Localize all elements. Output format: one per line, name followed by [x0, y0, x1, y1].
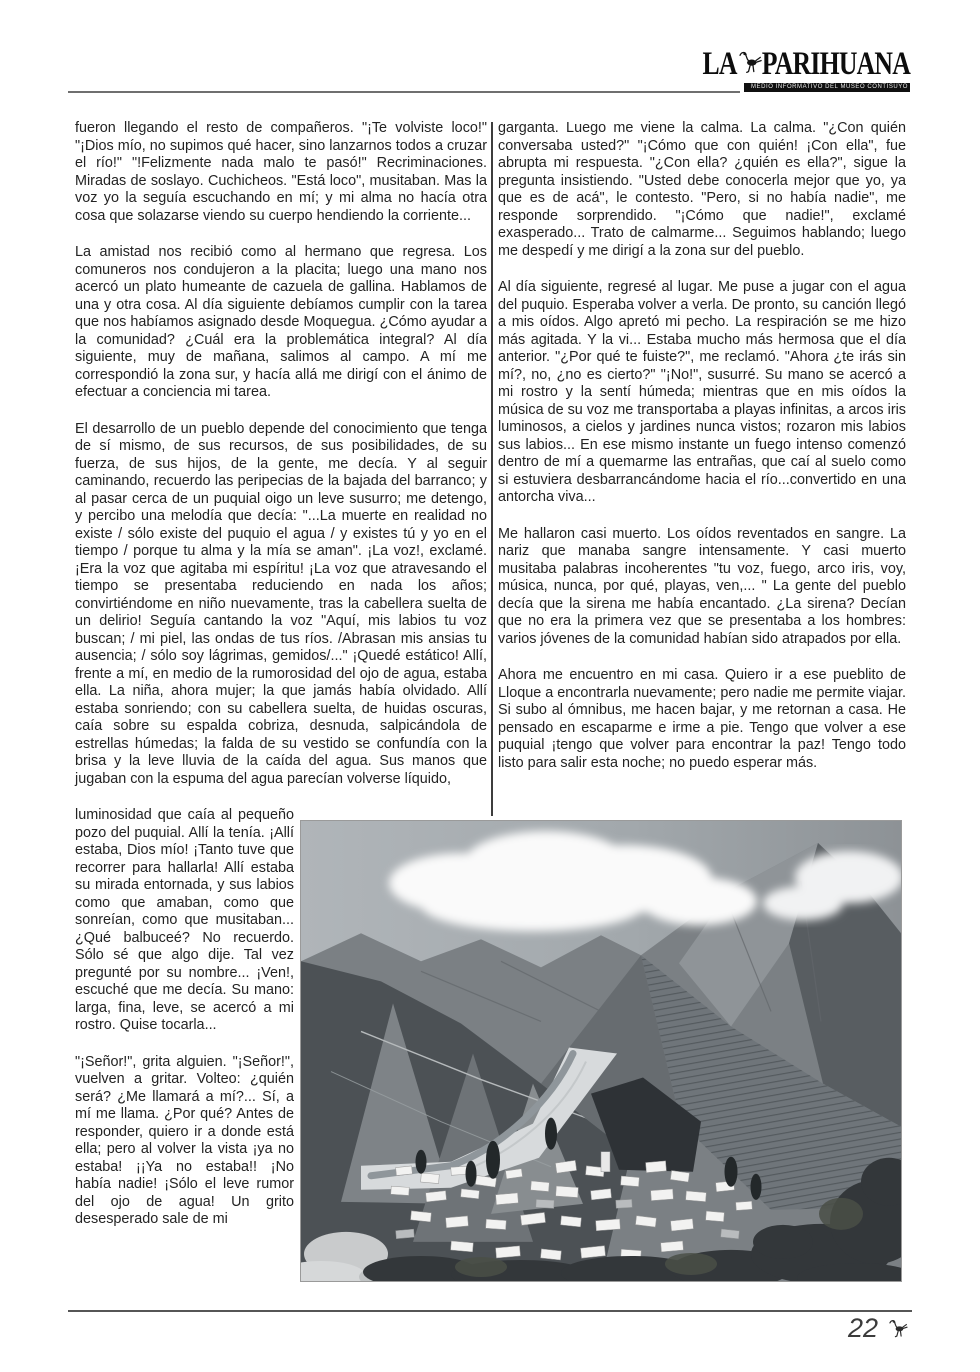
body-paragraph: luminosidad que caía al pequeño pozo del puquial. Allí la tenía. ¡Allí estaba, Dios mío! ¡Tanto tuve que recorrer para hallarla! Allí estaba su mirada entornada, y sus labios como que amaban, como que sonreían, como que musitaban... ¿Qué balbuceé? No recuerdo. Sólo sé que algo dije. Tal vez pregunté por su nombre... ¡Ven!, escuché que me decía. Su mano: larga, fina, leve, se acercó a mi rostro. Quise tocarla... [75, 807, 294, 1033]
left-column-narrow-wrap [75, 807, 294, 1229]
page-number-value: 22 [847, 1313, 878, 1343]
body-paragraph: Al día siguiente, regresé al lugar. Me puse a jugar con el agua del puquio. Esperaba volver a verla. De pronto, su canción llegó a mis oídos. Algo apretó mi pecho. La respiración se me hizo más agitada. Y la vi... Estaba mucho más hermosa que el día anterior. "¿Por qué te fuiste?", me reclamó. "Ahora ¿te irás sin mí?, no, ¿no es cierto?" "¡No!", susurré. Su mano se acercó a mi rostro y la sentí húmeda; mientras que en mis oídos la música de su voz me transportaba a playas infinitas, a arcos iris luminosos, a cielos y jardines nunca vistos; rozaron mis labios sus labios... En ese mismo instante un fuego intenso comenzó dentro de mí a quemarme las entrañas, que caí al suelo como si estuviera desbarrancándome hacia el río...convertido en una antorcha viva... [498, 279, 906, 505]
body-paragraph: Me hallaron casi muerto. Los oídos reventados en sangre. La nariz que manaba sangre intensamente. Y casi muerto musitaba palabras incoherentes "tu voz, fuego, arco iris, voy, música, nunca, por qué, playas, ven,... " La gente del pueblo decía que la sirena me había encantado. ¿La sirena? Decían que no era la primera vez que se presentaba a los hombres: varios jóvenes de la comunidad habían sido atrapados por ella. [498, 525, 906, 647]
header-rule [68, 91, 740, 93]
parihuana-bird-icon [887, 1314, 908, 1345]
parihuana-bird-icon [736, 48, 762, 81]
body-paragraph: Ahora me encuentro en mi casa. Quiero ir a ese pueblito de Lloque a encontrarla nuevamente; pero nadie me permite viajar. Si subo al ómnibus, me hacen bajar, y me retornan a casa. He pensado en escaparme e irme a pie. Tengo que volver a ese puquial ¡tengo que volver para encontrar la paz! Tengo todo listo para salir esta noche; no puedo esperar más. [498, 667, 906, 771]
body-paragraph: El desarrollo de un pueblo depende del conocimiento que tenga de sí mismo, de sus recursos, de sus posibilidades, de su fuerza, de sus hijos, de la gente, me decía. Y al seguir caminando, recuerdo las peripecias de la bajada del barranco; y al pasar cerca de un puquial oigo un leve susurro; me detengo, y percibo una melodía que decía: "...La muerte en realidad no existe / sólo existe del puquio el agua / y existes tú y yo en el tiempo / porque tu alma y la mía se aman". ¡La voz!, exclamé. ¡Era la voz que agitaba mi espíritu! ¡La voz que atravesando el tiempo se presentaba reduciendo en nada los años; convirtiéndome en niño nuevamente, tras la cabellera suelta de un delirio! Seguía cantando la voz "Aquí, mis labios tu voz buscan; / mi piel, las ondas de tus ríos. /Abrasan mis ansias tu ausencia; / sólo soy lágrimas, gemidos/..." ¡Quedé estático! Allí, frente a mí, en medio de la rumorosidad del ojo de agua, estaba ella. La niña, ahora mujer; la que jamás había olvidado. Allí estaba sonriendo; con su cabellera suelta, de huidas oscuras, caía sobre su espalda cobriza, desnuda, salpicándola de estrellas húmedas; la falda de su vestido se confundía con la brisa y la leve lluvia de la caída del agua. Sus manos que jugaban con la espuma del agua parecían volverse líquido, [75, 420, 487, 787]
footer-rule [68, 1310, 912, 1312]
column-divider [491, 122, 493, 816]
masthead-title [702, 48, 910, 81]
body-paragraph: fueron llegando el resto de compañeros. "¡Te volviste loco!" "¡Dios mío, no supimos qué hacer, sino lanzarnos todos a cruzar el río!" "!Felizmente nada malo te pasó!" Recriminaciones. Miradas de soslayo. Cuchicheos. "Está loco", musitaban. Mas la voz yo la seguía escuchando en mí; y mi alma no hacía otra cosa que solazarse viendo su cuerpo hendiendo la corriente... [75, 120, 487, 224]
masthead-title-main: PARIHUANA [761, 46, 910, 82]
masthead-title-prefix: LA [702, 46, 737, 82]
body-paragraph: La amistad nos recibió como al hermano que regresa. Los comuneros nos condujeron a la placita; luego una mano nos acercó un plato humeante de cazuela de gallina. Hablamos de una y otra cosa. Al día siguiente debíamos cumplir con la tarea que nos habíamos asignado desde Moquegua. ¿Cómo ayudar a la comunidad? ¿Cuál era la problemática integral? Al día siguiente, muy de mañana, salimos al campo. A mí me correspondió la zona sur, y hacía allá me dirigí con el ánimo de efectuar a conciencia mi tarea. [75, 244, 487, 400]
masthead [644, 48, 910, 92]
right-column [498, 120, 906, 791]
page-number [848, 1314, 908, 1345]
left-column [75, 120, 487, 1248]
body-paragraph: "¡Señor!", grita alguien. "¡Señor!", vuelven a gritar. Volteo: ¿quién será? ¿Me llamará a mí?... Sí, a mí me llama. ¿Por qué? Antes de responder, quiero ir a donde está ella; pero al volver la vista ¡ya no estaba! ¡¡Ya no estaba!! ¡No había nadie! ¡Sólo el leve rumor del ojo de agua! Un grito desesperado sale de mi [75, 1053, 294, 1227]
masthead-tagline: MEDIO INFORMATIVO DEL MUSEO CONTISUYO [744, 83, 910, 92]
body-paragraph: garganta. Luego me viene la calma. La calma. "¿Con quién conversaba usted?" "¡Cómo que con quién! ¡Con ella", fue abrupta mi respuesta. "¿Con ella? ¿quién es ella?", sigue la pregunta insistiendo. "Usted debe conocerla mejor que yo, ya que es de acá", le contesto. "Pero, si no había nadie", me responde sorprendido. "¡Cómo que nadie!", exclamé exasperado... Trato de calmarme... Seguimos hablando; luego me despedí y me dirigí a la zona sur del pueblo. [498, 120, 906, 259]
